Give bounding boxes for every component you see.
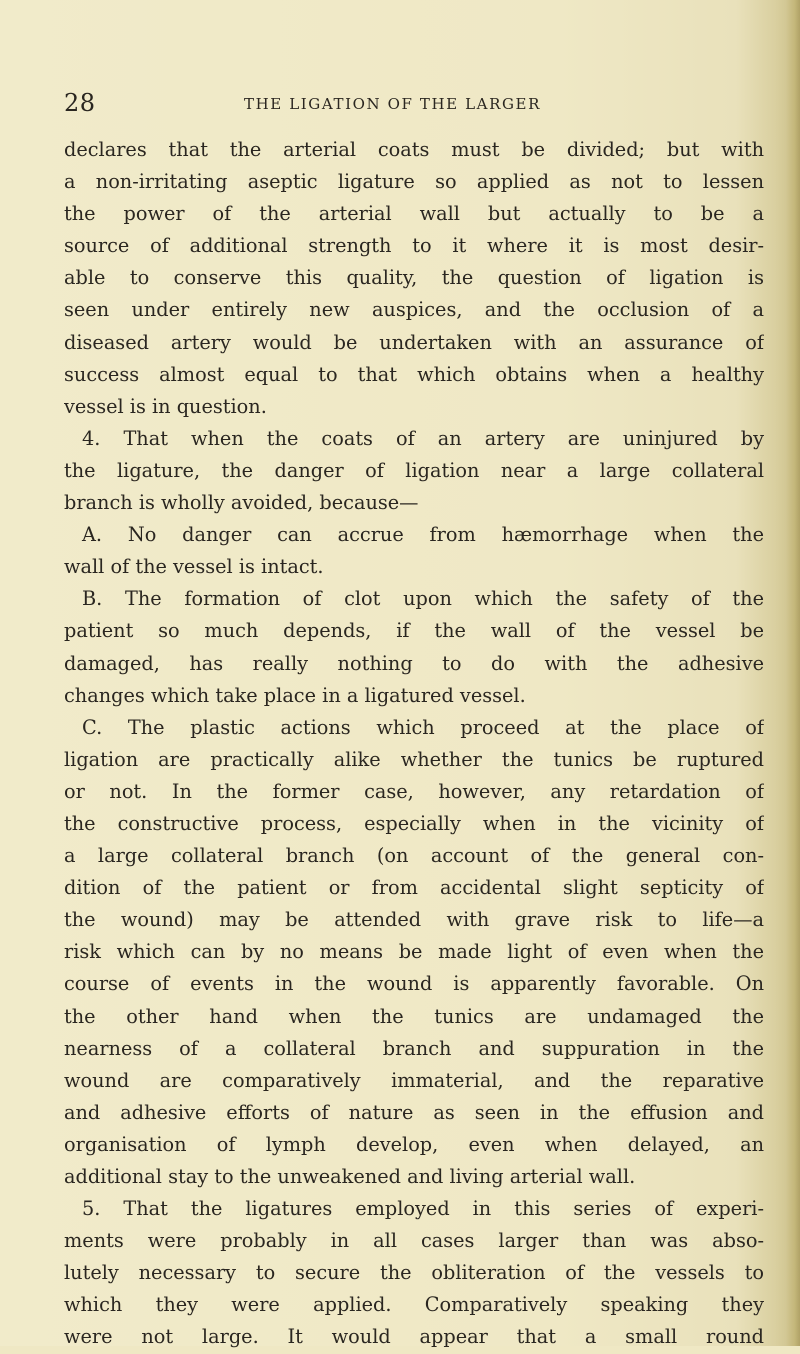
text-line: vessel is in question. [64, 394, 267, 418]
text-line: 5. That the ligatures employed in this series of experi- [82, 1197, 764, 1221]
text-line: damaged, has really nothing to do with the adhesive [64, 651, 764, 675]
text-line: the wound) may be attended with grave risk to life—a [64, 908, 764, 932]
text-line: branch is wholly avoided, because— [64, 491, 419, 515]
text-line: risk which can by no means be made light of even when the [64, 940, 764, 964]
text-line: lutely necessary to secure the obliteration of the vessels to [64, 1261, 764, 1285]
text-line: nearness of a collateral branch and suppuration in the [64, 1036, 764, 1060]
text-line: declares that the arterial coats must be divided; but with [64, 138, 764, 161]
text-line: a non-irritating aseptic ligature so applied as not to lessen [64, 170, 764, 194]
text-line: a large collateral branch (on account of the general con- [64, 844, 764, 868]
text-line: wall of the vessel is intact. [64, 555, 324, 579]
text-line: or not. In the former case, however, any retardation of [64, 779, 764, 803]
text-line: C. The plastic actions which proceed at the place of [82, 715, 764, 739]
text-line: the power of the arterial wall but actually to be a [64, 202, 764, 226]
text-line: which they were applied. Comparatively speaking they [64, 1293, 764, 1317]
text-line: patient so much depends, if the wall of the vessel be [64, 619, 764, 643]
text-line: ments were probably in all cases larger than was abso- [64, 1229, 764, 1253]
text-line: dition of the patient or from accidental slight septicity of [64, 876, 764, 900]
text-line: wound are comparatively immaterial, and the reparative [64, 1068, 764, 1092]
text-line: able to conserve this quality, the question of ligation is [64, 266, 764, 290]
text-line: were not large. It would appear that a small round [64, 1325, 764, 1349]
text-line: changes which take place in a ligatured vessel. [64, 683, 526, 707]
text-line: additional stay to the unweakened and living arterial wall. [64, 1165, 636, 1188]
text-line: the other hand when the tunics are undamaged the [64, 1004, 764, 1028]
text-line: B. The formation of clot upon which the safety of the [82, 587, 764, 611]
page-number: 28 [64, 89, 96, 117]
page-header [64, 88, 764, 118]
running-head: THE LIGATION OF THE LARGER [244, 95, 541, 113]
text-line: success almost equal to that which obtains when a healthy [64, 362, 764, 386]
text-line: the ligature, the danger of ligation near a large collateral [64, 458, 764, 482]
text-line: diseased artery would be undertaken with an assurance of [64, 330, 764, 354]
body-text [64, 134, 764, 1354]
text-line: the constructive process, especially when in the vicinity of [64, 811, 764, 835]
text-line: ligation are practically alike whether the tunics be ruptured [64, 747, 764, 771]
text-line: organisation of lymph develop, even when delayed, an [64, 1132, 764, 1156]
text-line: seen under entirely new auspices, and the occlusion of a [64, 298, 764, 322]
text-line: course of events in the wound is apparently favorable. On [64, 972, 764, 996]
page-edge-shadow [786, 0, 800, 1346]
text-line: source of additional strength to it where it is most desir- [64, 234, 764, 258]
text-line: and adhesive efforts of nature as seen in the effusion and [64, 1100, 764, 1124]
text-line: 4. That when the coats of an artery are uninjured by [82, 426, 764, 450]
text-line: A. No danger can accrue from hæmorrhage when the [82, 523, 764, 547]
